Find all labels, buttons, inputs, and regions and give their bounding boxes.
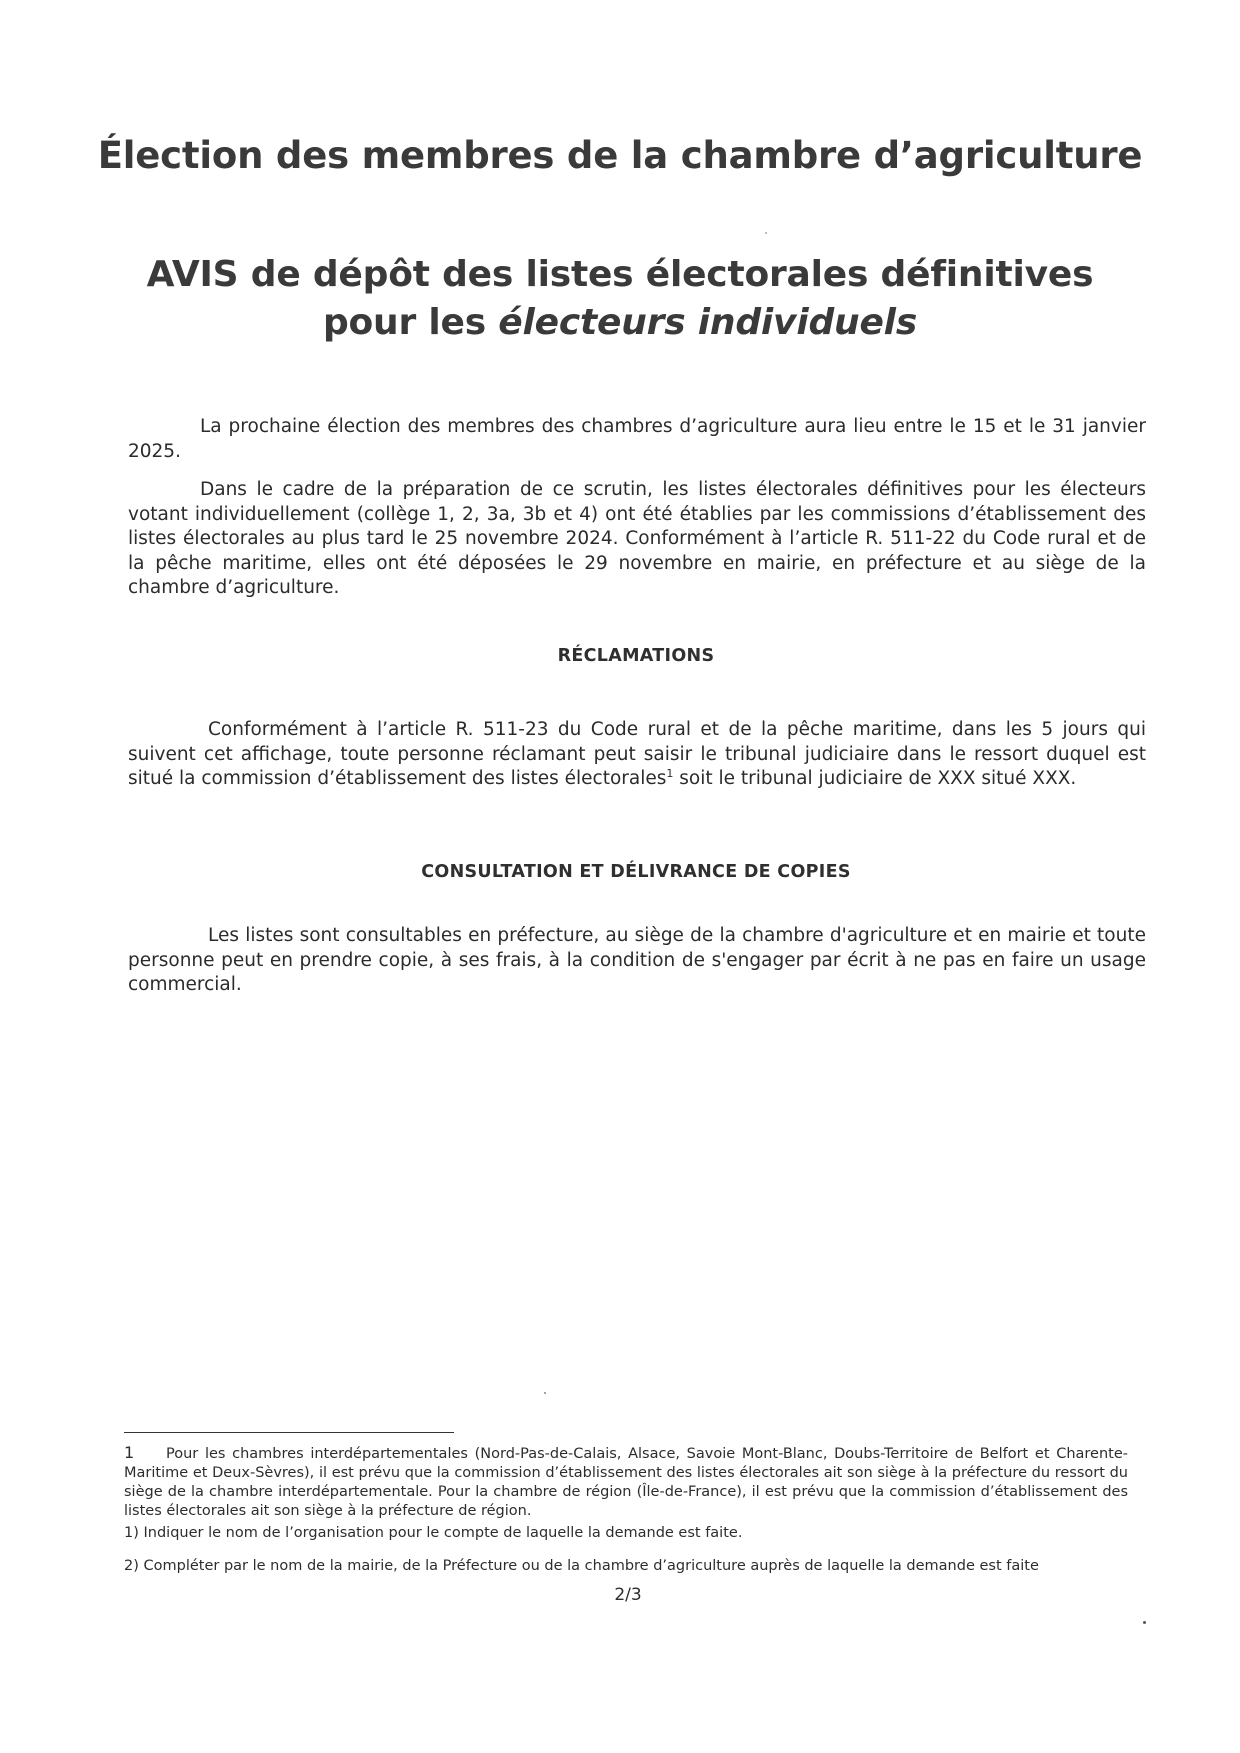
footnote-text: Pour les chambres interdépartementales (Nord-Pas-de-Calais, Alsace, Savoie Mont-Blanc, Doubs-Territoire de Belfort et Charente-Maritime et Deux-Sèvres), il est prévu que la commission d’établissement des listes électorales ait son siège à la préfecture du ressort du siège de la chambre interdépartementale. Pour la chambre de région (Île-de-France), il est prévu que la commission d’établissement des listes électorales ait son siège à la préfecture de région. xyxy=(124,1446,1128,1519)
paragraph-cadre: Dans le cadre de la préparation de ce scrutin, les listes électorales définitives pour les électeurs votant individuellement (collège 1, 2, 3a, 3b et 4) ont été établies par les commissions d’établissement des listes électorales au plus tard le 25 novembre 2024. Conformément à l’article R. 511-22 du Code rural et de la pêche maritime, elles ont été déposées le 29 novembre en mairie, en préfecture et au siège de la chambre d’agriculture. xyxy=(128,479,1146,598)
subtitle-line-2 xyxy=(0,302,1240,343)
heading-reclamations: RÉCLAMATIONS xyxy=(557,646,715,666)
footnote-reference[interactable]: 1 xyxy=(666,766,674,780)
footnote-number: 1 xyxy=(124,1443,135,1462)
paragraph-reclamations-part2: soit le tribunal judiciaire de XXX situé XXX. xyxy=(673,768,1077,789)
subtitle-line-2-italic: électeurs individuels xyxy=(498,302,918,343)
paragraph-reclamations-part1: Conformément à l’article R. 511-23 du Code rural et de la pêche maritime, dans les 5 jours qui suivent cet affichage, toute personne réclamant peut saisir le tribunal judiciaire dans le ressort duquel est situé la commission d’établissement des listes électorales xyxy=(128,719,1146,789)
scan-speck xyxy=(1143,1621,1146,1624)
heading-consultation: CONSULTATION ET DÉLIVRANCE DE COPIES xyxy=(421,862,851,882)
scan-speck xyxy=(544,1392,546,1394)
note-1: 1) Indiquer le nom de l’organisation pour le compte de laquelle la demande est faite. xyxy=(124,1525,743,1541)
note-2: 2) Compléter par le nom de la mairie, de la Préfecture ou de la chambre d’agriculture auprès de laquelle la demande est faite xyxy=(124,1558,1039,1574)
subtitle-line-1: AVIS de dépôt des listes électorales définitives xyxy=(146,254,1094,295)
scan-speck xyxy=(765,232,767,234)
main-title: Élection des membres de la chambre d’agriculture xyxy=(97,134,1143,177)
footnote-divider xyxy=(124,1432,454,1433)
page-number: 2/3 xyxy=(614,1585,642,1605)
footnote-1 xyxy=(124,1443,1128,1521)
paragraph-reclamations xyxy=(128,718,1146,792)
paragraph-intro: La prochaine élection des membres des chambres d’agriculture aura lieu entre le 15 et le 31 janvier 2025. xyxy=(128,416,1146,462)
subtitle-line-2-prefix: pour les xyxy=(322,302,499,343)
paragraph-consultation: Les listes sont consultables en préfecture, au siège de la chambre d'agriculture et en mairie et toute personne peut en prendre copie, à ses frais, à la condition de s'engager par écrit à ne pas en faire un usage commercial. xyxy=(128,925,1146,995)
